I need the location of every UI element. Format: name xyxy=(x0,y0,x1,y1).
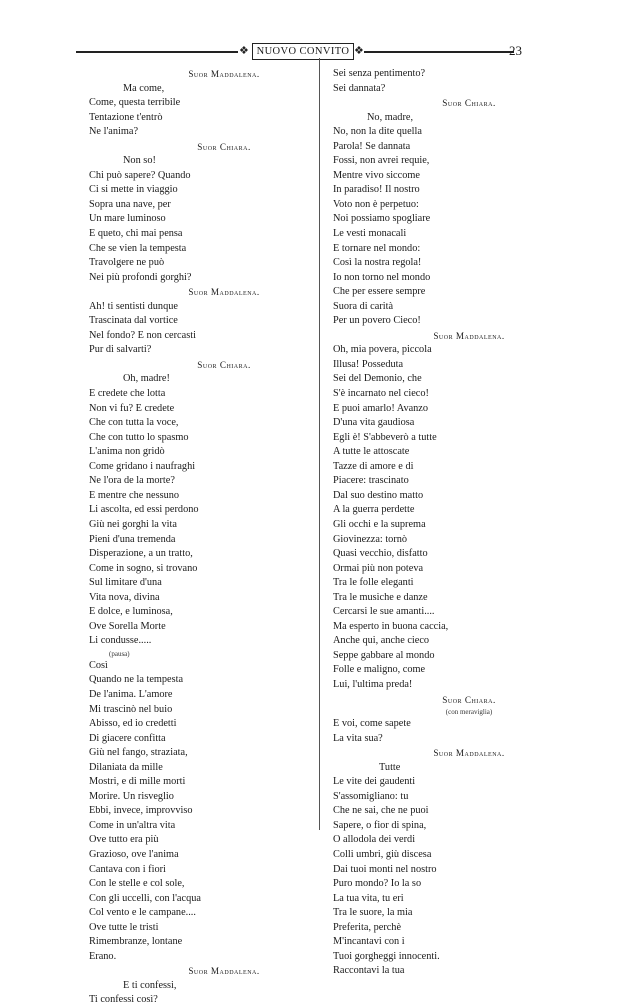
verse-line: E credete che lotta xyxy=(89,388,166,400)
verse-line: Quasi vecchio, disfatto xyxy=(333,548,428,560)
verse-line: O allodola dei verdi xyxy=(333,834,416,846)
verse-line: Dal suo destino matto xyxy=(333,489,424,501)
verse-line: Ne l'ora de la morte? xyxy=(89,475,175,487)
verse-line: Preferita, perchè xyxy=(333,921,402,933)
verse-line: Erano. xyxy=(89,950,117,962)
verse-line: Mentre vivo siccome xyxy=(333,169,420,181)
verse-line: Cantava con i fiori xyxy=(89,863,166,875)
verse-line: S'assomigliano: tu xyxy=(333,790,409,802)
verse-line: Piacere: trascinato xyxy=(333,475,409,487)
verse-line: Che se vien la tempesta xyxy=(89,242,187,254)
verse-line: Tentazione t'entrò xyxy=(89,111,163,123)
verse-line: E queto, chi mai pensa xyxy=(89,228,183,240)
verse-line: Li condusse..... xyxy=(89,635,152,647)
stage-direction: (pausa) xyxy=(109,649,130,658)
verse-line: Dilaniata da mille xyxy=(89,761,163,773)
verse-line: Seppe gabbare al mondo xyxy=(333,649,435,661)
verse-line: Io non torno nel mondo xyxy=(333,271,431,283)
verse-line: Ah! ti sentisti dunque xyxy=(89,300,178,312)
verse-line: Chi può sapere? Quando xyxy=(89,169,191,181)
verse-line: Egli è! S'abbeverò a tutte xyxy=(333,431,437,443)
verse-line: Come, questa terribile xyxy=(89,97,181,109)
verse-line: Anche qui, anche cieco xyxy=(333,635,430,647)
verse-line: Le vite dei gaudenti xyxy=(333,776,416,788)
verse-line: Rimembranze, lontane xyxy=(89,936,183,948)
verse-line: Con gli uccelli, con l'acqua xyxy=(89,892,201,904)
verse-line: In paradiso! Il nostro xyxy=(333,184,420,196)
verse-line: No, madre, xyxy=(367,111,414,123)
verse-line: Ove tutte le tristi xyxy=(89,921,159,933)
verse-line: E mentre che nessuno xyxy=(89,489,180,501)
verse-line: Col vento e le campane.... xyxy=(89,907,196,919)
header-rule-right xyxy=(364,51,514,53)
verse-line: Così xyxy=(89,659,108,671)
verse-line: Travolgere ne può xyxy=(89,257,165,269)
verse-line: Di giacere confitta xyxy=(89,732,166,744)
verse-line: Ti confessi così? xyxy=(89,994,158,1006)
verse-line: E puoi amarlo! Avanzo xyxy=(333,402,429,414)
verse-line: Sei senza pentimento? xyxy=(333,68,426,79)
verse-line: Ormai più non poteva xyxy=(333,562,424,574)
verse-line: La tua vita, tu eri xyxy=(333,892,404,904)
verse-line: Disperazione, a un tratto, xyxy=(89,548,193,560)
speaker-name: Suor Chiara. xyxy=(442,98,496,109)
verse-line: Sei del Demonio, che xyxy=(333,373,422,385)
verse-line: Quando ne la tempesta xyxy=(89,674,184,686)
verse-line: Sopra una nave, per xyxy=(89,198,171,210)
verse-line: A tutte le attoscate xyxy=(333,446,410,458)
speaker-name: Suor Maddalena. xyxy=(188,69,260,79)
verse-line: Come in un'altra vita xyxy=(89,819,176,831)
right-column xyxy=(333,67,565,979)
verse-line: Vita nova, divina xyxy=(89,591,160,603)
verse-line: Un mare luminoso xyxy=(89,213,166,225)
verse-line: Gli occhi e la suprema xyxy=(333,518,426,530)
verse-line: La vita sua? xyxy=(333,732,383,744)
verse-line: Sapere, o fior di spina, xyxy=(333,819,427,831)
verse-line: Tra le musiche e danze xyxy=(333,591,428,603)
verse-line: Abisso, ed io credetti xyxy=(89,718,177,730)
verse-line: Nel fondo? E non cercasti xyxy=(89,329,196,341)
verse-line: Tra le folle eleganti xyxy=(333,577,414,589)
verse-line: Che con tutto lo spasmo xyxy=(89,431,189,443)
left-column xyxy=(89,67,315,1008)
verse-line: Ma come, xyxy=(123,82,165,94)
verse-line: Tuoi gorgheggi innocenti. xyxy=(333,950,440,962)
verse-line: Li ascolta, ed essi perdono xyxy=(89,504,199,516)
verse-line: Dai tuoi monti nel nostro xyxy=(333,863,437,875)
verse-line: Colli umbri, giù discesa xyxy=(333,848,432,860)
verse-line: Giovinezza: tornò xyxy=(333,533,408,545)
header-rule-left xyxy=(76,51,238,53)
verse-line: M'incantavi con i xyxy=(333,936,405,948)
verse-line: L'anima non gridò xyxy=(89,446,165,458)
verse-line: Che ne sai, che ne puoi xyxy=(333,805,429,817)
verse-line: Con le stelle e col sole, xyxy=(89,878,185,890)
verse-line: Lui, l'ultima preda! xyxy=(333,678,413,690)
verse-line: Giù nel fango, straziata, xyxy=(89,747,188,759)
ornament-left-icon: ❖ xyxy=(239,45,249,57)
running-header xyxy=(76,42,546,62)
verse-line: Puro mondo? Io la so xyxy=(333,878,422,890)
column-divider xyxy=(319,58,320,830)
verse-line: Sul limitare d'una xyxy=(89,577,162,589)
verse-line: Morire. Un risveglio xyxy=(89,790,174,802)
verse-line: Nei più profondi gorghi? xyxy=(89,271,192,283)
verse-line: Così la nostra regola! xyxy=(333,257,422,269)
verse-line: Ma esperto in buona caccia, xyxy=(333,620,449,632)
verse-line: Tutte xyxy=(379,761,401,773)
verse-line: Ove Sorella Morte xyxy=(89,620,166,632)
verse-line: Suora di carità xyxy=(333,300,394,312)
speaker-name: Suor Chiara. xyxy=(197,141,251,152)
verse-line: Ci si mette in viaggio xyxy=(89,184,178,196)
verse-line: Raccontavi la tua xyxy=(333,965,405,977)
verse-line: Grazioso, ove l'anima xyxy=(89,848,179,860)
stage-direction: (con meraviglia) xyxy=(445,708,493,717)
verse-line: Folle e maligno, come xyxy=(333,664,426,676)
verse-line: Come gridano i naufraghi xyxy=(89,460,196,472)
verse-line: Giù nei gorghi la vita xyxy=(89,518,177,530)
verse-line: Cercarsi le sue amanti.... xyxy=(333,606,435,618)
verse-line: Pur di salvarti? xyxy=(89,344,152,356)
ornament-right-icon: ❖ xyxy=(354,45,364,57)
verse-line: Non vi fu? E credete xyxy=(89,402,175,414)
speaker-name: Suor Maddalena. xyxy=(433,748,505,759)
verse-line: De l'anima. L'amore xyxy=(89,688,173,700)
verse-line: Sei dannata? xyxy=(333,82,386,94)
verse-line: E tornare nel mondo: xyxy=(333,242,421,254)
running-title: NUOVO CONVITO xyxy=(252,43,354,60)
verse-line: Noi possiamo spogliare xyxy=(333,213,431,225)
verse-line: No, non la dite quella xyxy=(333,126,422,138)
verse-line: Le vesti monacali xyxy=(333,228,407,240)
verse-line: Oh, madre! xyxy=(123,373,170,385)
verse-line: Pieni d'una tremenda xyxy=(89,533,176,545)
verse-line: Che per essere sempre xyxy=(333,286,426,298)
speaker-name: Suor Maddalena. xyxy=(433,330,505,341)
verse-line: D'una vita gaudiosa xyxy=(333,417,415,429)
verse-line: Illusa! Posseduta xyxy=(333,358,404,370)
verse-line: Ebbi, invece, improvviso xyxy=(89,805,193,817)
verse-line: Ne l'anima? xyxy=(89,126,139,138)
verse-line: A la guerra perdette xyxy=(333,504,415,516)
verse-line: E ti confessi, xyxy=(123,979,177,991)
verse-line: Non so! xyxy=(123,155,156,167)
verse-line: Come in sogno, si trovano xyxy=(89,562,198,574)
speaker-name: Suor Maddalena. xyxy=(188,287,260,298)
verse-line: E dolce, e luminosa, xyxy=(89,606,173,618)
speaker-name: Suor Maddalena. xyxy=(188,966,260,977)
verse-line: S'è incarnato nel cieco! xyxy=(333,388,429,400)
page-number: 23 xyxy=(509,43,522,58)
verse-line: Per un povero Cieco! xyxy=(333,315,421,327)
verse-line: Parola! Se dannata xyxy=(333,140,411,152)
verse-line: Tazze di amore e di xyxy=(333,460,414,472)
verse-line: E voi, come sapete xyxy=(333,718,411,730)
verse-line: Tra le suore, la mia xyxy=(333,907,413,919)
verse-line: Mi trascinò nel buio xyxy=(89,703,173,715)
verse-line: Che con tutta la voce, xyxy=(89,417,179,429)
speaker-name: Suor Chiara. xyxy=(442,694,496,705)
verse-line: Trascinata dal vortice xyxy=(89,315,178,327)
verse-line: Fossi, non avrei requie, xyxy=(333,155,430,167)
verse-line: Oh, mia povera, piccola xyxy=(333,344,432,356)
speaker-name: Suor Chiara. xyxy=(197,359,251,370)
verse-line: Ove tutto era più xyxy=(89,834,159,846)
verse-line: Mostri, e di mille morti xyxy=(89,776,186,788)
verse-line: Voto non è perpetuo: xyxy=(333,198,419,210)
